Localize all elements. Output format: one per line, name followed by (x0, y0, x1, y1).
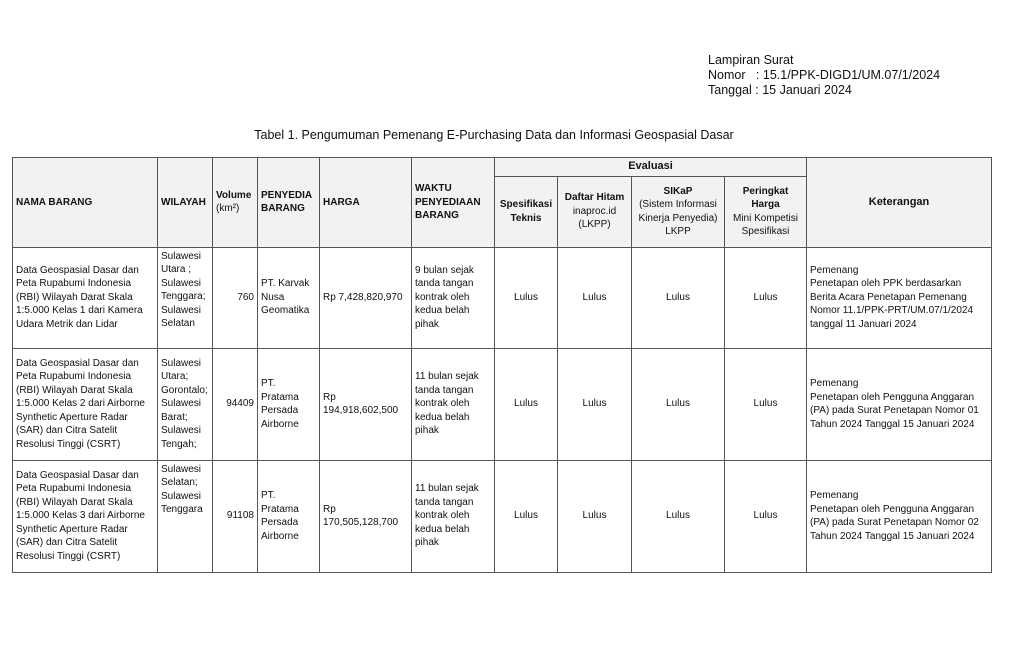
cell-nama: Data Geospasial Dasar dan Peta Rupabumi Indonesia (RBI) Wilayah Darat Skala 1:5.000 Kelas 3 dari Airborne Synthetic Aperture Radar (SAR) dan Citra Satelit Resolusi Tinggi (CSRT) (13, 460, 158, 572)
keterangan-detail: Penetapan oleh PPK berdasarkan Berita Acara Penetapan Pemenang Nomor 11.1/PPK-PRT/UM.07/1/2024 tanggal 11 Januari 2024 (810, 278, 974, 330)
cell-sikap: Lulus (632, 247, 725, 348)
cell-harga: Rp 170,505,128,700 (320, 460, 412, 572)
cell-volume: 94409 (213, 348, 258, 460)
header-peringkat-title: Peringkat Harga (742, 185, 789, 210)
cell-spesifikasi: Lulus (495, 460, 558, 572)
header-keterangan: Keterangan (807, 158, 992, 248)
keterangan-status: Pemenang (810, 378, 859, 389)
header-daftar-hitam (558, 176, 632, 247)
header-daftar-hitam-title: Daftar Hitam (564, 192, 625, 204)
cell-keterangan (807, 247, 992, 348)
table-title: Tabel 1. Pengumuman Pemenang E-Purchasing Data dan Informasi Geospasial Dasar (254, 128, 734, 142)
header-peringkat (725, 176, 807, 247)
letter-header (708, 53, 940, 98)
cell-volume: 760 (213, 247, 258, 348)
cell-penyedia: PT. Pratama Persada Airborne (258, 348, 320, 460)
cell-nama: Data Geospasial Dasar dan Peta Rupabumi Indonesia (RBI) Wilayah Darat Skala 1:5.000 Kelas 1 dari Kamera Udara Metrik dan Lidar (13, 247, 158, 348)
cell-penyedia: PT. Pratama Persada Airborne (258, 460, 320, 572)
header-nama-barang: NAMA BARANG (13, 158, 158, 248)
header-daftar-hitam-sub: inaproc.id (LKPP) (572, 205, 617, 231)
cell-penyedia: PT. Karvak Nusa Geomatika (258, 247, 320, 348)
header-penyedia: PENYEDIA BARANG (258, 158, 320, 248)
header-sikap-sub: (Sistem Informasi Kinerja Penyedia) LKPP (638, 199, 718, 237)
table-row (13, 348, 992, 460)
cell-sikap: Lulus (632, 348, 725, 460)
cell-daftar-hitam: Lulus (558, 460, 632, 572)
cell-waktu: 9 bulan sejak tanda tangan kontrak oleh kedua belah pihak (412, 247, 495, 348)
letter-attachment-label: Lampiran Surat (708, 53, 794, 67)
keterangan-status: Pemenang (810, 490, 859, 501)
cell-peringkat: Lulus (725, 247, 807, 348)
header-sikap-title: SIKaP (663, 185, 693, 197)
cell-waktu: 11 bulan sejak tanda tangan kontrak oleh kedua belah pihak (412, 348, 495, 460)
letter-date: Tanggal : 15 Januari 2024 (708, 83, 852, 97)
header-spesifikasi: Spesifikasi Teknis (495, 176, 558, 247)
cell-harga: Rp 7,428,820,970 (320, 247, 412, 348)
cell-waktu: 11 bulan sejak tanda tangan kontrak oleh kedua belah pihak (412, 460, 495, 572)
cell-spesifikasi: Lulus (495, 247, 558, 348)
cell-peringkat: Lulus (725, 348, 807, 460)
table-row (13, 460, 992, 572)
table-row (13, 247, 992, 348)
header-peringkat-sub: Mini Kompetisi Spesifikasi (732, 212, 799, 237)
header-harga: HARGA (320, 158, 412, 248)
cell-wilayah: Sulawesi Utara; Gorontalo; Sulawesi Barat; Sulawesi Tengah; (158, 348, 213, 460)
cell-volume: 91108 (213, 460, 258, 572)
cell-keterangan (807, 460, 992, 572)
cell-harga: Rp 194,918,602,500 (320, 348, 412, 460)
cell-keterangan (807, 348, 992, 460)
cell-wilayah: Sulawesi Utara ; Sulawesi Tenggara; Sulawesi Selatan (158, 247, 213, 348)
header-waktu: WAKTU PENYEDIAAN BARANG (412, 158, 495, 248)
keterangan-status: Pemenang (810, 264, 859, 276)
cell-nama: Data Geospasial Dasar dan Peta Rupabumi Indonesia (RBI) Wilayah Darat Skala 1:5.000 Kelas 2 dari Airborne Synthetic Aperture Radar (SAR) dan Citra Satelit Resolusi Tinggi (CSRT) (13, 348, 158, 460)
cell-spesifikasi: Lulus (495, 348, 558, 460)
header-volume (213, 158, 258, 248)
cell-sikap: Lulus (632, 460, 725, 572)
cell-daftar-hitam: Lulus (558, 348, 632, 460)
letter-number: Nomor : 15.1/PPK-DIGD1/UM.07/1/2024 (708, 68, 941, 82)
cell-daftar-hitam: Lulus (558, 247, 632, 348)
winner-table (12, 157, 992, 573)
keterangan-detail: Penetapan oleh Pengguna Anggaran (PA) pada Surat Penetapan Nomor 02 Tahun 2024 Tanggal 15 Januari 2024 (810, 503, 979, 542)
header-evaluasi: Evaluasi (495, 158, 807, 177)
header-volume-unit: (km²) (216, 203, 240, 215)
cell-wilayah: Sulawesi Selatan; Sulawesi Tenggara (158, 460, 213, 572)
header-volume-label: Volume (216, 189, 252, 201)
header-wilayah: WILAYAH (158, 158, 213, 248)
cell-peringkat: Lulus (725, 460, 807, 572)
keterangan-detail: Penetapan oleh Pengguna Anggaran (PA) pada Surat Penetapan Nomor 01 Tahun 2024 Tanggal 15 Januari 2024 (810, 391, 979, 430)
header-sikap (632, 176, 725, 247)
